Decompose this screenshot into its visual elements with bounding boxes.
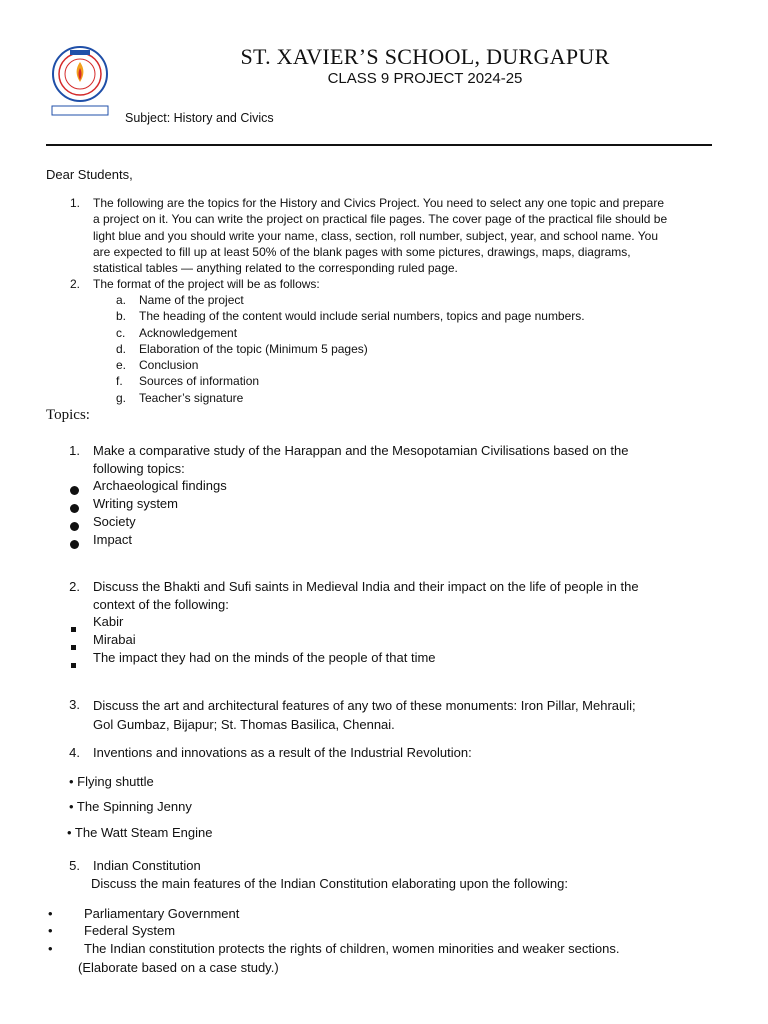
- header-divider: [46, 144, 712, 146]
- instruction-1-text: The following are the topics for the History and Civics Project. You need to select any one topic and prepare a project on it. You can write the project on practical file pages. The cover page of the practical file should be light blue and you should write your name, class, section, roll number, subject, year, and school name. You are expected to fill up at least 50% of the blank pages with some pictures, drawings, maps, diagrams, statistical tables — anything related to the corresponding ruled page.: [93, 196, 668, 276]
- list-item: Kabir: [93, 614, 124, 629]
- instruction-2-text: The format of the project will be as follows:: [93, 277, 320, 291]
- bullet-circle-icon: [70, 482, 79, 500]
- list-item: Mirabai: [93, 632, 136, 647]
- greeting: Dear Students,: [46, 167, 133, 182]
- bullet-square-icon: [71, 655, 76, 673]
- topic-3-text: Discuss the art and architectural features of any two of these monuments: Iron Pillar, Mehrauli; Gol Gumbaz, Bijapur; St. Thomas Basilica, Chennai.: [93, 698, 636, 732]
- topic-1-text: Make a comparative study of the Harappan and the Mesopotamian Civilisations based on the following topics:: [93, 443, 629, 476]
- bullet-dot-icon: •: [48, 906, 53, 921]
- subject-line: Subject: History and Civics: [125, 111, 274, 125]
- bullet-dot-icon: •: [48, 941, 53, 956]
- list-item: Archaeological findings: [93, 478, 227, 493]
- topic-number: 4.: [69, 745, 80, 760]
- topic-number: 1.: [69, 443, 80, 458]
- bullet-dot-icon: •: [48, 923, 53, 938]
- topic-2-text: Discuss the Bhakti and Sufi saints in Medieval India and their impact on the life of people in the context of the following:: [93, 579, 639, 612]
- list-item: e. Conclusion: [116, 358, 199, 373]
- bullet-circle-icon: [70, 500, 79, 518]
- list-item: Federal System: [84, 923, 176, 938]
- list-item: • The Watt Steam Engine: [67, 825, 213, 840]
- instruction-number: 2.: [69, 277, 80, 291]
- list-item: d. Elaboration of the topic (Minimum 5 pages): [116, 341, 368, 356]
- list-item: g. Teacher’s signature: [116, 390, 244, 405]
- instruction-number: 1.: [69, 196, 80, 210]
- bullet-circle-icon: [70, 536, 79, 554]
- bullet-square-icon: [71, 637, 76, 655]
- list-item: Impact: [93, 532, 133, 547]
- topic-number: 2.: [69, 579, 80, 594]
- topic-5-note: (Elaborate based on a case study.): [78, 960, 279, 975]
- topics-heading: Topics:: [46, 407, 90, 423]
- bullet-circle-icon: [70, 518, 79, 536]
- project-title: CLASS 9 PROJECT 2024-25: [327, 70, 523, 87]
- list-item: Society: [93, 514, 136, 529]
- list-item: f. Sources of information: [116, 374, 260, 389]
- topic-5-text: Indian Constitution: [93, 858, 201, 873]
- list-item: The impact they had on the minds of the people of that time: [93, 650, 436, 665]
- topic-5-description: Discuss the main features of the Indian Constitution elaborating upon the following:: [91, 876, 568, 891]
- list-item: b. The heading of the content would include serial numbers, topics and page numbers.: [116, 309, 585, 324]
- school-name: ST. XAVIER’S SCHOOL, DURGAPUR: [240, 44, 610, 69]
- topic-number: 5.: [69, 858, 80, 873]
- list-item: • The Spinning Jenny: [69, 799, 192, 814]
- list-item: • Flying shuttle: [69, 774, 154, 789]
- list-item: a. Name of the project: [116, 293, 244, 307]
- list-item: Writing system: [93, 496, 178, 511]
- list-item: The Indian constitution protects the rights of children, women minorities and weaker sections.: [84, 941, 620, 956]
- format-list: [108, 292, 708, 406]
- topic-number: 3.: [69, 697, 80, 712]
- topic-4-text: Inventions and innovations as a result of the Industrial Revolution:: [93, 745, 472, 760]
- list-item: Parliamentary Government: [84, 906, 240, 921]
- bullet-square-icon: [71, 619, 76, 637]
- list-item: c. Acknowledgement: [116, 325, 238, 340]
